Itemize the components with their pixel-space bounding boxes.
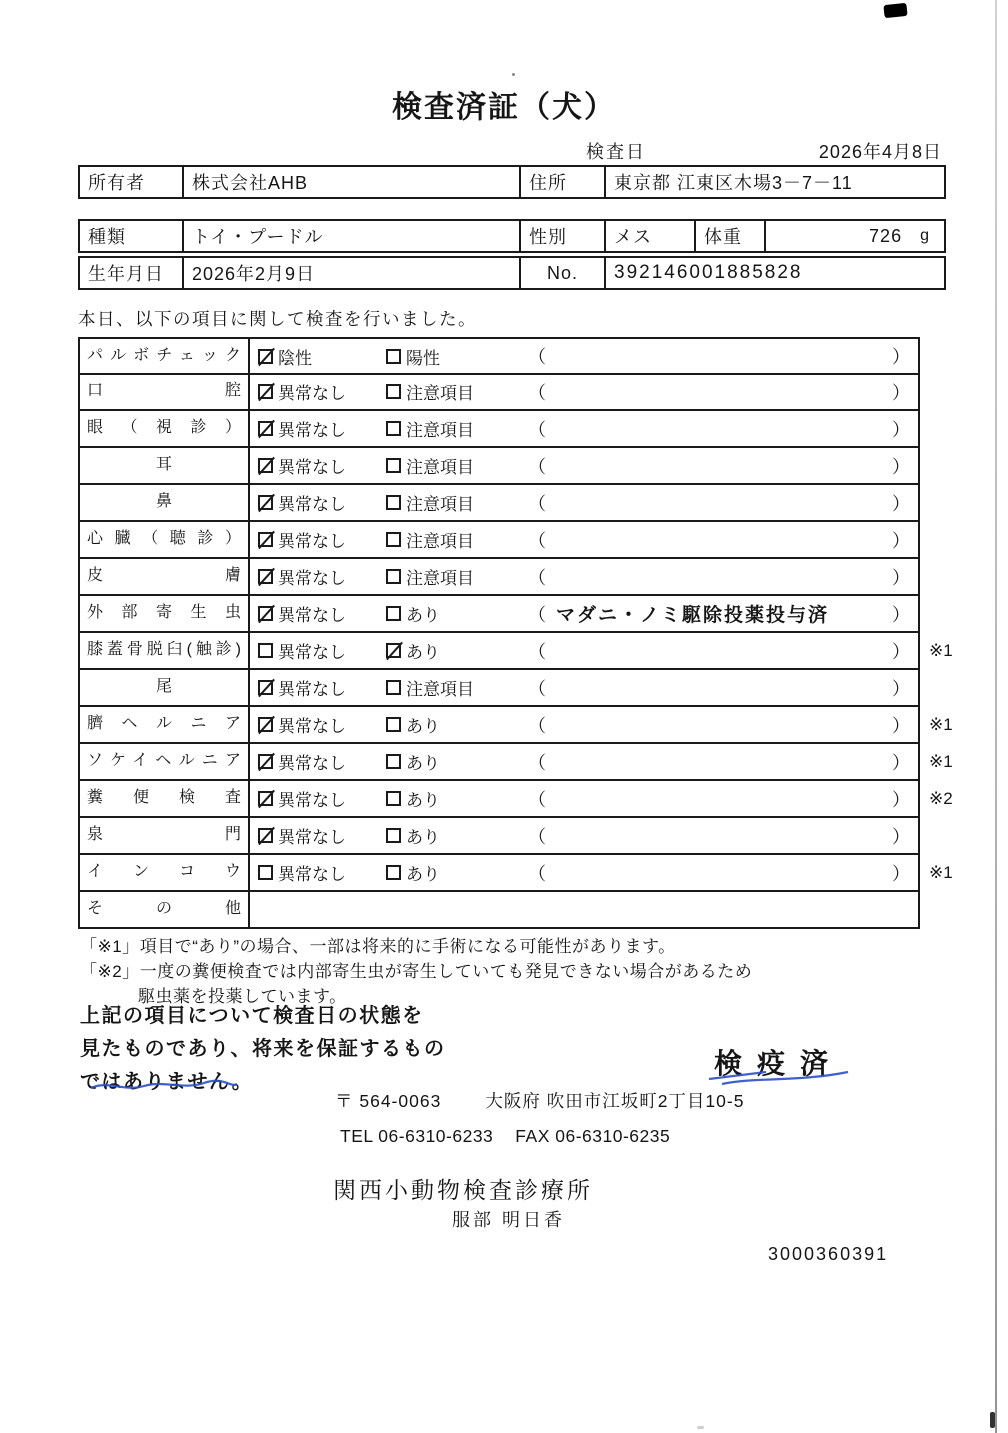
exam-row xyxy=(78,559,990,596)
checkbox xyxy=(386,532,401,547)
paren-close: ） xyxy=(892,826,910,847)
paren-open: （ xyxy=(528,826,546,847)
exam-item-label: その他 xyxy=(78,892,248,929)
footnotes-block xyxy=(80,934,920,1009)
checkbox xyxy=(386,643,401,658)
exam-item-label: 尾 xyxy=(78,670,248,707)
footnote-2: 「※2」一度の糞便検査では内部寄生虫が寄生していても発見できない場合があるため xyxy=(80,962,753,981)
exam-row xyxy=(78,892,990,929)
paren-open: （ xyxy=(528,493,546,514)
footnote-2-continued: 駆虫薬を投薬しています。 xyxy=(138,987,347,1006)
exam-item-label: 鼻 xyxy=(78,485,248,522)
scan-artifact-speck xyxy=(512,73,515,76)
exam-option-2 xyxy=(386,860,526,885)
option-label: 異常なし xyxy=(278,828,346,847)
footnote-marker: ※1 xyxy=(929,863,953,882)
paren-open: （ xyxy=(528,863,546,884)
breed-value: トイ・プードル xyxy=(182,221,519,251)
remarks-field xyxy=(526,379,918,405)
footnote-marker: ※1 xyxy=(929,752,953,771)
paren-close: ） xyxy=(892,604,910,625)
inspection-date-label: 検査日 xyxy=(586,142,646,162)
address-label: 住所 xyxy=(519,167,604,197)
option-label: 異常なし xyxy=(278,606,346,625)
checkbox xyxy=(258,717,273,732)
exam-option-1 xyxy=(258,453,384,478)
checkbox xyxy=(258,532,273,547)
paren-open: （ xyxy=(528,419,546,440)
exam-row xyxy=(78,670,990,707)
exam-option-1 xyxy=(258,490,384,515)
paren-open: （ xyxy=(528,604,546,625)
checkbox xyxy=(386,569,401,584)
exam-item-label: 皮膚 xyxy=(78,559,248,596)
scan-artifact-edge-mark xyxy=(990,1412,995,1428)
option-label: 注意項目 xyxy=(406,495,474,514)
exam-result-cell xyxy=(248,744,920,781)
remarks-field xyxy=(526,416,918,442)
exam-row xyxy=(78,374,990,411)
option-label: あり xyxy=(406,643,440,662)
exam-option-1 xyxy=(258,675,384,700)
exam-option-2 xyxy=(386,453,526,478)
exam-item-label: インコウ xyxy=(78,855,248,892)
footnote-marker xyxy=(920,596,970,633)
scan-artifact-edge-line xyxy=(995,0,997,1433)
pen-scribble xyxy=(88,1078,240,1094)
owner-label: 所有者 xyxy=(88,173,145,193)
weight-unit: g xyxy=(920,227,930,244)
exam-option-1 xyxy=(258,379,384,404)
exam-row xyxy=(78,781,990,818)
birthdate-label: 生年月日 xyxy=(88,264,164,284)
paren-open: （ xyxy=(528,641,546,662)
footnote-marker: ※2 xyxy=(929,789,953,808)
checkbox xyxy=(258,458,273,473)
remarks-text: マダニ・ノミ駆除投薬投与済 xyxy=(556,605,830,626)
exam-result-cell xyxy=(248,892,920,929)
address-value: 東京都 江東区木場3－7－11 xyxy=(604,167,944,197)
exam-option-2 xyxy=(386,749,526,774)
checkbox xyxy=(258,384,273,399)
exam-item-label: 泉門 xyxy=(78,818,248,855)
remarks-field xyxy=(526,675,918,701)
checkbox xyxy=(386,458,401,473)
checkbox xyxy=(386,421,401,436)
option-label: あり xyxy=(406,717,440,736)
paren-close: ） xyxy=(892,382,910,403)
quarantine-stamp: 検疫済 xyxy=(714,1048,844,1079)
option-label: 異常なし xyxy=(278,680,346,699)
checkbox xyxy=(258,791,273,806)
clinic-name: 関西小動物検査診療所 xyxy=(333,1177,593,1203)
sex-value: メス xyxy=(604,221,694,251)
footnote-marker xyxy=(920,337,970,375)
option-label: 陰性 xyxy=(278,348,312,368)
exam-row xyxy=(78,744,990,781)
exam-row xyxy=(78,855,990,892)
checkbox xyxy=(386,828,401,843)
sex-label: 性別 xyxy=(519,221,604,251)
weight-value-cell xyxy=(764,221,944,251)
exam-option-1 xyxy=(258,601,384,626)
clinic-telfax-line xyxy=(340,1126,670,1147)
checkbox xyxy=(386,495,401,510)
exam-option-1 xyxy=(258,860,384,885)
checkbox xyxy=(258,569,273,584)
exam-row xyxy=(78,707,990,744)
document-number: 3000360391 xyxy=(768,1244,889,1264)
pet-info-table xyxy=(78,219,946,253)
paren-open: （ xyxy=(528,347,546,367)
exam-item-label: ソケイヘルニア xyxy=(78,744,248,781)
exam-row xyxy=(78,818,990,855)
disclaimer-line-2: 見たものであり、将来を保証するもの xyxy=(80,1038,446,1060)
footnote-marker: ※1 xyxy=(929,641,953,660)
exam-result-cell xyxy=(248,337,920,375)
exam-option-1 xyxy=(258,344,384,369)
exam-result-cell xyxy=(248,670,920,707)
exam-option-1 xyxy=(258,527,384,552)
paren-close: ） xyxy=(892,419,910,440)
paren-open: （ xyxy=(528,456,546,477)
exam-option-1 xyxy=(258,712,384,737)
clinic-fax: FAX 06-6310-6235 xyxy=(515,1126,671,1146)
checkbox xyxy=(386,717,401,732)
exam-option-1 xyxy=(258,564,384,589)
remarks-field xyxy=(526,490,918,516)
footnote-marker xyxy=(920,522,970,559)
exam-option-2 xyxy=(386,416,526,441)
footnote-marker xyxy=(920,670,970,707)
checkbox xyxy=(258,865,273,880)
checkbox xyxy=(386,349,401,364)
exam-item-label: 眼（視診） xyxy=(78,411,248,448)
exam-result-cell xyxy=(248,818,920,855)
remarks-field xyxy=(526,712,918,738)
owner-table xyxy=(78,165,946,199)
clinic-postal-line xyxy=(335,1088,744,1113)
remarks-field xyxy=(526,823,918,849)
exam-option-1 xyxy=(258,786,384,811)
exam-option-2 xyxy=(386,344,526,369)
exam-row xyxy=(78,522,990,559)
paren-close: ） xyxy=(892,863,910,884)
exam-table-body xyxy=(78,337,990,929)
exam-result-cell xyxy=(248,374,920,411)
exam-item-label: 外部寄生虫 xyxy=(78,596,248,633)
paren-close: ） xyxy=(892,789,910,810)
exam-result-cell xyxy=(248,781,920,818)
paren-close: ） xyxy=(892,678,910,699)
option-label: 異常なし xyxy=(278,569,346,588)
remarks-field xyxy=(526,749,918,775)
option-label: 注意項目 xyxy=(406,421,474,440)
checkbox xyxy=(386,791,401,806)
paren-open: （ xyxy=(528,789,546,810)
option-label: 注意項目 xyxy=(406,458,474,477)
birth-id-table xyxy=(78,256,946,290)
exam-row xyxy=(78,633,990,670)
remarks-field xyxy=(526,786,918,812)
checkbox xyxy=(258,680,273,695)
exam-option-2 xyxy=(386,712,526,737)
exam-result-cell xyxy=(248,411,920,448)
checkbox xyxy=(258,828,273,843)
exam-result-cell xyxy=(248,707,920,744)
exam-item-label: 耳 xyxy=(78,448,248,485)
exam-result-cell xyxy=(248,448,920,485)
clinic-person: 服部 明日香 xyxy=(452,1210,566,1230)
footnote-marker xyxy=(920,374,970,411)
id-number-value: 392146001885828 xyxy=(604,258,944,288)
exam-option-1 xyxy=(258,638,384,663)
paren-open: （ xyxy=(528,752,546,773)
exam-option-2 xyxy=(386,527,526,552)
footnote-marker: ※1 xyxy=(929,715,953,734)
paren-close: ） xyxy=(892,493,910,514)
exam-item-label: 糞便検査 xyxy=(78,781,248,818)
inspection-date-row xyxy=(78,138,946,162)
option-label: あり xyxy=(406,791,440,810)
exam-item-label: 臍ヘルニア xyxy=(78,707,248,744)
disclaimer-line-1: 上記の項目について検査日の状態を xyxy=(80,1005,424,1027)
option-label: 異常なし xyxy=(278,643,346,662)
footnote-marker xyxy=(920,892,970,929)
exam-option-2 xyxy=(386,675,526,700)
paren-close: ） xyxy=(892,567,910,588)
postal-code: 〒 564-0063 xyxy=(335,1091,442,1111)
exam-option-2 xyxy=(386,786,526,811)
scan-artifact-blob xyxy=(883,3,907,18)
footnote-marker xyxy=(920,485,970,522)
remarks-field xyxy=(526,564,918,590)
remarks-field xyxy=(526,600,918,627)
exam-item-label: 心臓（聴診） xyxy=(78,522,248,559)
exam-option-1 xyxy=(258,823,384,848)
breed-label: 種類 xyxy=(88,227,126,247)
paren-open: （ xyxy=(528,530,546,551)
checkbox xyxy=(258,606,273,621)
clinic-address: 大阪府 吹田市江坂町2丁目10-5 xyxy=(485,1091,745,1111)
pen-scribble xyxy=(704,1064,852,1088)
option-label: 異常なし xyxy=(278,458,346,477)
remarks-field xyxy=(526,527,918,553)
exam-row xyxy=(78,485,990,522)
exam-result-cell xyxy=(248,485,920,522)
footnote-marker xyxy=(920,448,970,485)
exam-row xyxy=(78,596,990,633)
checkbox xyxy=(386,384,401,399)
checkbox xyxy=(386,865,401,880)
clinic-tel: TEL 06-6310-6233 xyxy=(340,1126,494,1146)
footnote-marker xyxy=(920,411,970,448)
checkbox xyxy=(386,680,401,695)
paren-open: （ xyxy=(528,567,546,588)
checkbox xyxy=(386,606,401,621)
paren-close: ） xyxy=(892,641,910,662)
option-label: あり xyxy=(406,865,440,884)
option-label: 異常なし xyxy=(278,717,346,736)
remarks-field xyxy=(526,453,918,479)
option-label: あり xyxy=(406,606,440,625)
page-title: 検査済証（犬） xyxy=(392,91,616,124)
option-label: 異常なし xyxy=(278,791,346,810)
option-label: 陽性 xyxy=(406,348,440,368)
paren-close: ） xyxy=(892,456,910,477)
inspection-date-value: 2026年4月8日 xyxy=(818,142,942,162)
option-label: 異常なし xyxy=(278,495,346,514)
paren-open: （ xyxy=(528,715,546,736)
checkbox xyxy=(258,421,273,436)
exam-result-cell xyxy=(248,855,920,892)
option-label: あり xyxy=(406,828,440,847)
remarks-field xyxy=(526,638,918,664)
option-label: 異常なし xyxy=(278,754,346,773)
option-label: 注意項目 xyxy=(406,384,474,403)
exam-option-1 xyxy=(258,416,384,441)
paren-open: （ xyxy=(528,382,546,403)
option-label: 注意項目 xyxy=(406,569,474,588)
checkbox xyxy=(258,495,273,510)
exam-option-2 xyxy=(386,823,526,848)
remarks-field xyxy=(526,343,918,369)
intro-sentence: 本日、以下の項目に関して検査を行いました。 xyxy=(78,309,477,329)
exam-result-cell xyxy=(248,633,920,670)
checkbox xyxy=(258,754,273,769)
exam-result-cell xyxy=(248,559,920,596)
checkbox xyxy=(258,349,273,364)
paren-open: （ xyxy=(528,678,546,699)
option-label: 注意項目 xyxy=(406,532,474,551)
id-number-label: No. xyxy=(519,258,604,288)
exam-item-label: パルボチェック xyxy=(78,337,248,375)
paren-close: ） xyxy=(892,715,910,736)
exam-table xyxy=(78,337,990,929)
exam-result-cell xyxy=(248,596,920,633)
birthdate-value: 2026年2月9日 xyxy=(182,258,519,288)
option-label: 注意項目 xyxy=(406,680,474,699)
footnote-marker xyxy=(920,559,970,596)
checkbox xyxy=(386,754,401,769)
footnote-1: 「※1」項目で“あり”の場合、一部は将来的に手術になる可能性があります。 xyxy=(80,937,676,956)
disclaimer-line-3: ではありません。 xyxy=(80,1071,254,1093)
exam-row xyxy=(78,448,990,485)
exam-option-2 xyxy=(386,638,526,663)
scan-artifact-speck xyxy=(697,1426,704,1429)
footnote-marker xyxy=(920,818,970,855)
exam-row xyxy=(78,411,990,448)
weight-value: 726 xyxy=(869,225,903,246)
exam-option-2 xyxy=(386,564,526,589)
exam-option-2 xyxy=(386,601,526,626)
exam-option-2 xyxy=(386,379,526,404)
remarks-field xyxy=(526,860,918,886)
option-label: あり xyxy=(406,754,440,773)
option-label: 異常なし xyxy=(278,865,346,884)
paren-close: ） xyxy=(892,530,910,551)
exam-item-label: 膝蓋骨脱臼(触診) xyxy=(78,633,248,670)
paren-close: ） xyxy=(892,752,910,773)
weight-label: 体重 xyxy=(694,221,764,251)
option-label: 異常なし xyxy=(278,532,346,551)
checkbox xyxy=(258,643,273,658)
exam-result-cell xyxy=(248,522,920,559)
exam-option-1 xyxy=(258,749,384,774)
paren-close: ） xyxy=(892,347,910,367)
owner-value: 株式会社AHB xyxy=(182,167,519,197)
exam-option-2 xyxy=(386,490,526,515)
option-label: 異常なし xyxy=(278,384,346,403)
exam-row xyxy=(78,337,990,374)
exam-item-label: 口腔 xyxy=(78,374,248,411)
option-label: 異常なし xyxy=(278,421,346,440)
